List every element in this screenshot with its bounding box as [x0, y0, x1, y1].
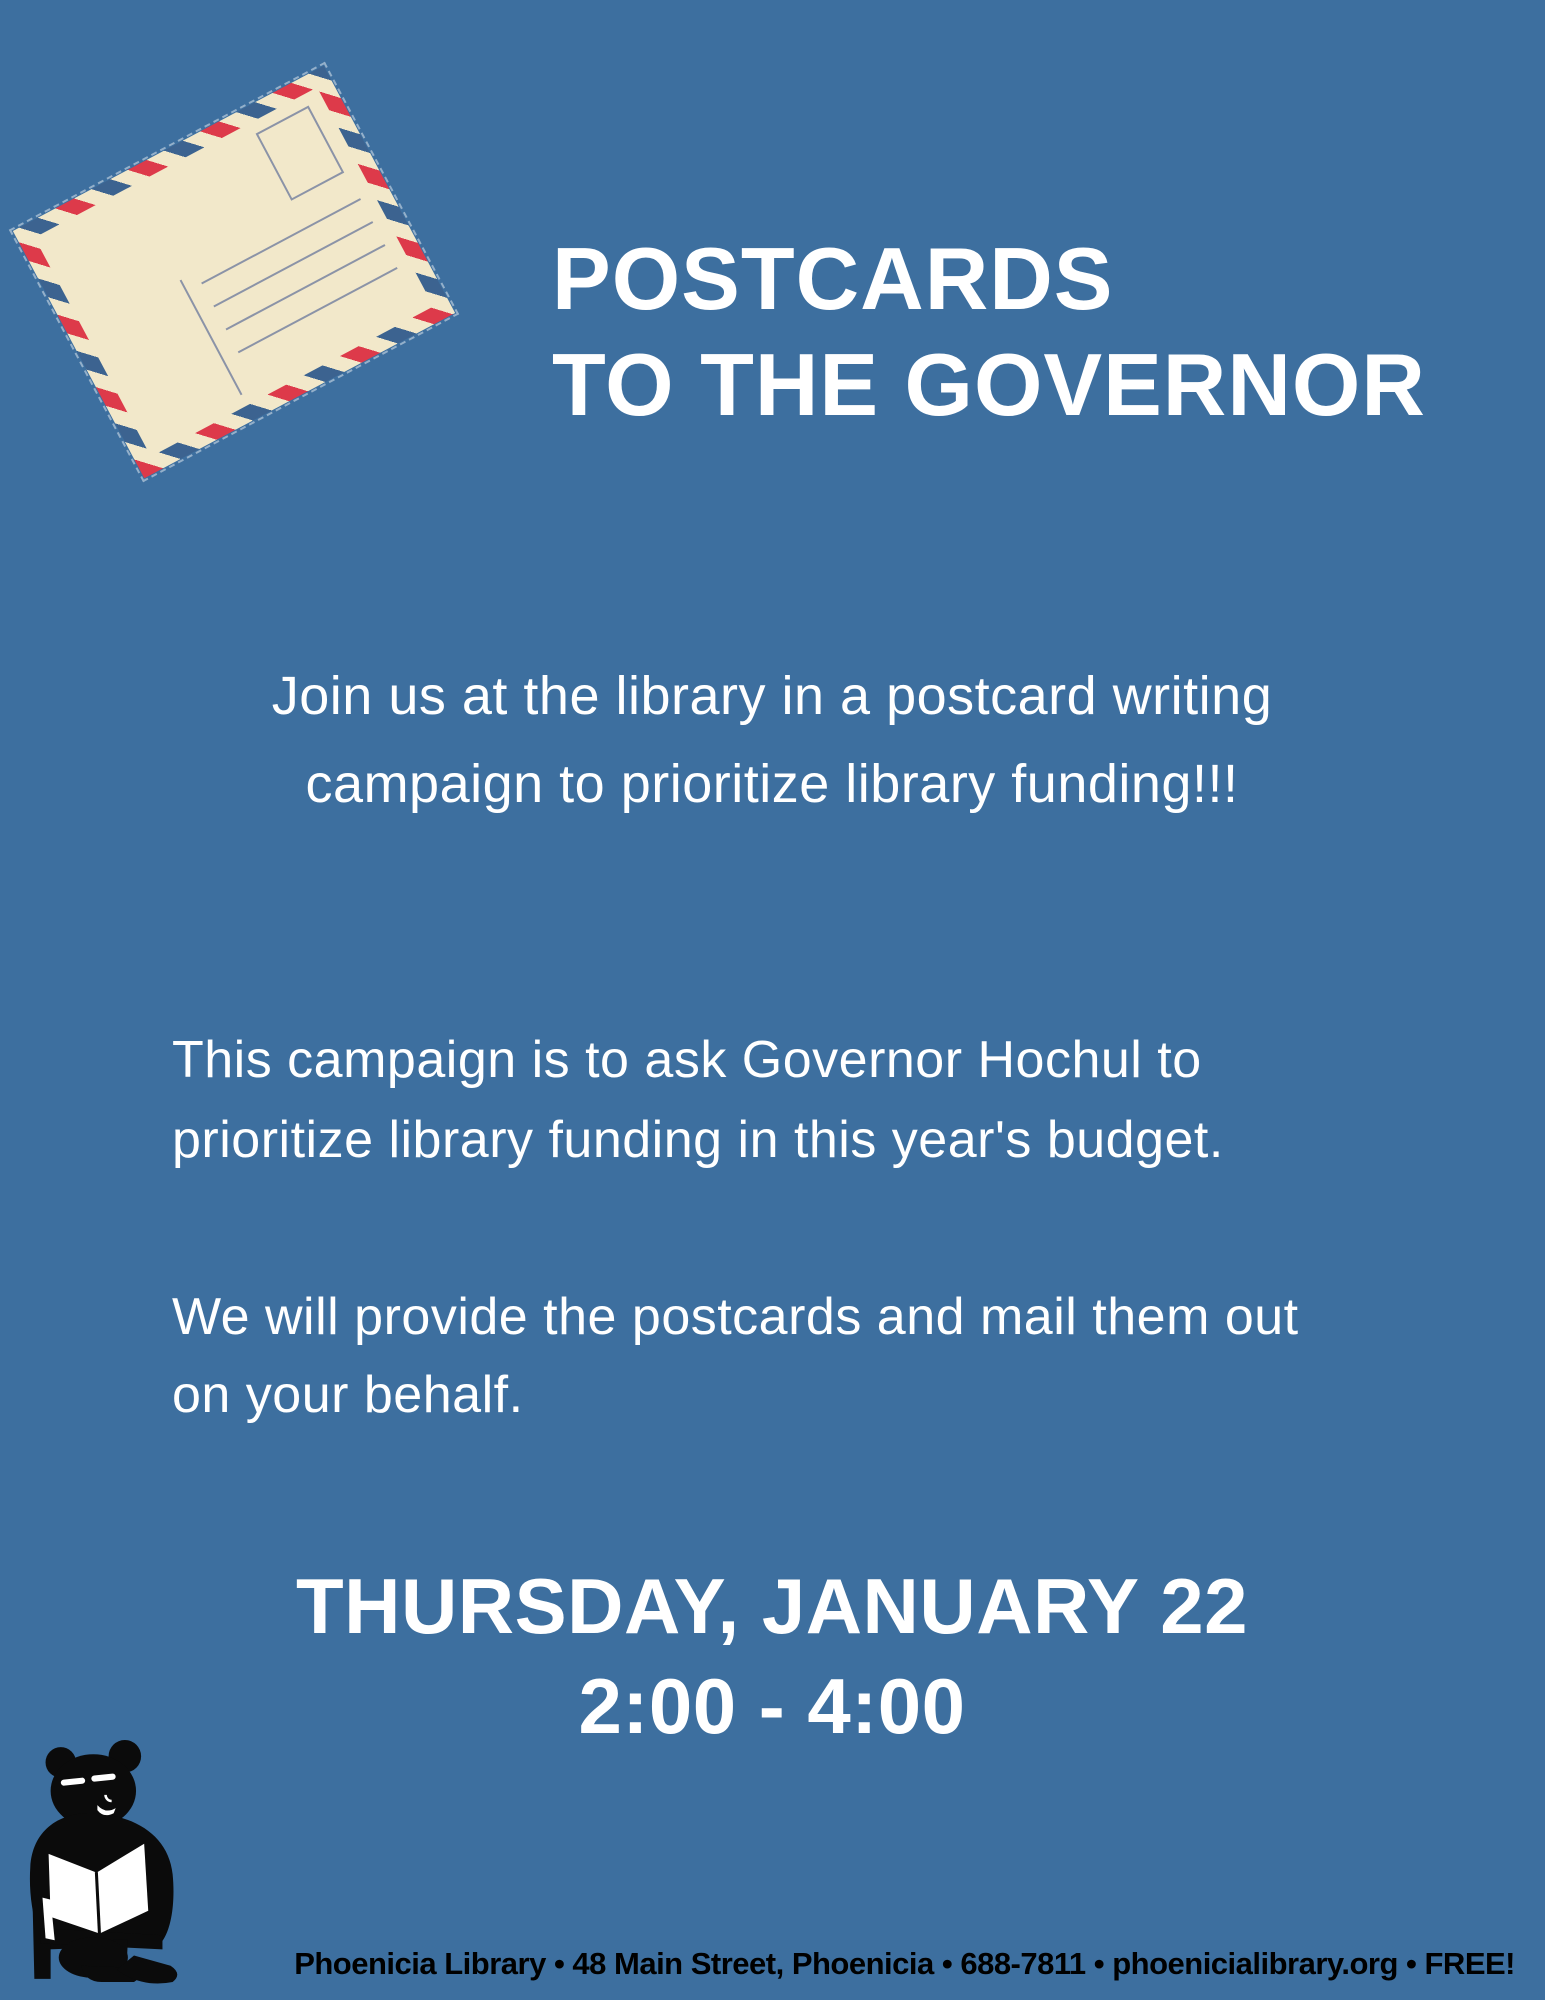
event-datetime: [152, 1556, 1392, 1756]
intro-text: [152, 652, 1392, 828]
event-time: 2:00 - 4:00: [578, 1662, 966, 1750]
intro-text-line2: campaign to prioritize library funding!!!: [305, 754, 1239, 814]
page-title-line2: TO THE GOVERNOR: [552, 335, 1426, 434]
airmail-postcard-icon: [13, 66, 455, 478]
campaign-description-line1: This campaign is to ask Governor Hochul to: [172, 1031, 1202, 1089]
footer-contact-info: Phoenicia Library • 48 Main Street, Phoenicia • 688-7811 • phoenicialibrary.org • FREE!: [294, 1946, 1515, 1981]
postcard-stamp-outline: [256, 106, 345, 201]
postcards-provided-line2: on your behalf.: [172, 1366, 524, 1424]
page-title: [552, 226, 1426, 438]
postcards-provided-text: [172, 1278, 1299, 1434]
page-title-line1: POSTCARDS: [552, 229, 1114, 328]
library-bear-reading-logo: [20, 1740, 188, 1984]
postcards-provided-line1: We will provide the postcards and mail them out: [172, 1288, 1299, 1346]
postcard-face: [35, 87, 434, 456]
campaign-description-text: [172, 1020, 1224, 1180]
intro-text-line1: Join us at the library in a postcard writing: [271, 666, 1273, 726]
campaign-description-line2: prioritize library funding in this year's budget.: [172, 1111, 1224, 1169]
event-date: THURSDAY, JANUARY 22: [295, 1562, 1249, 1650]
